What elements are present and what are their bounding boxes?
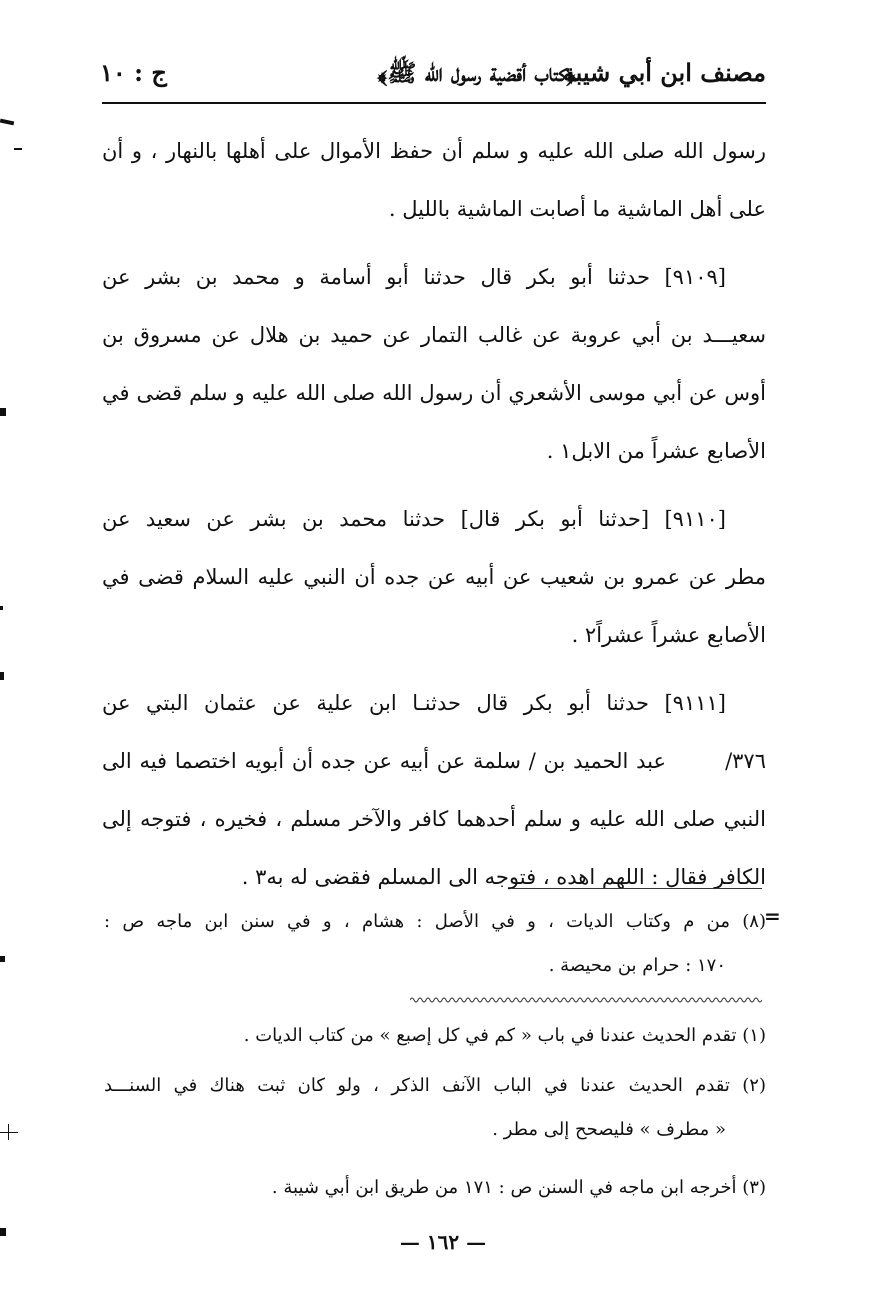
footnote-line: (٣) أخرجه ابن ماجه في السنن ص : ١٧١ من طريق ابن أبي شيبة . — [271, 1177, 766, 1198]
page-number: — ١٦٢ — — [399, 1230, 487, 1254]
hadith-9110-line: [٩١١٠] [حدثنا أبو بكر قال] حدثنا محمد بن بشر عن سعيد عن — [102, 507, 726, 531]
volume-number: ج : ١٠ — [100, 58, 167, 87]
text-line: الأصابع عشراً عشراً٢ . — [571, 623, 766, 647]
scan-mark — [0, 1228, 6, 1236]
chapter-title: ﴿كتاب أقضية رسول الله ﷺ﴾ — [377, 58, 576, 87]
text-line: مطر عن عمرو بن شعيب عن أبيه عن جده أن النبي عليه السلام قضى في — [102, 565, 766, 589]
scan-mark — [0, 1132, 18, 1133]
hadith-9111-line: [٩١١١] حدثنا أبو بكر قال حدثنـا ابن علية عن عثمان البتي عن — [102, 691, 726, 715]
text-line: الأصابع عشراً من الابل١ . — [546, 439, 766, 463]
footnote-8 — [104, 900, 766, 988]
scan-mark — [0, 408, 6, 416]
footnote-line: « مطرف » فليصحح إلى مطر . — [492, 1119, 726, 1140]
scan-mark — [0, 956, 5, 962]
footnote-line: (٨) من م وكتاب الديات ، و في الأصل : هشام ، و في سنن ابن ماجه ص : — [104, 911, 766, 932]
scan-mark — [0, 119, 14, 126]
text-line — [102, 732, 766, 790]
continuation-marker: = — [764, 904, 781, 928]
text-line: سعيـــد بن أبي عروبة عن غالب التمار عن حميد بن هلال عن مسروق بن — [102, 323, 766, 347]
wavy-separator — [410, 996, 762, 1004]
hadith-9109-line: [٩١٠٩] حدثنا أبو بكر قال حدثنا أبو أسامة و محمد بن بشر عن — [102, 265, 726, 289]
main-text — [102, 122, 766, 906]
manuscript-folio-marker: ٣٧٦/ — [725, 749, 766, 773]
text-line: أوس عن أبي موسى الأشعري أن رسول الله صلى الله عليه و سلم قضى في — [102, 381, 766, 405]
scan-mark — [8, 1124, 9, 1140]
text-line: رسول الله صلى الله عليه و سلم أن حفظ الأموال على أهلها بالنهار ، و أن — [102, 139, 766, 163]
text-line: النبي صلى الله عليه و سلم أحدهما كافر والآخر مسلم ، فخيره ، فتوجه إلى — [102, 807, 766, 831]
header-rule — [102, 102, 766, 104]
footnote-2 — [104, 1064, 766, 1152]
footnote-line: ١٧٠ : حرام بن محيصة . — [548, 955, 726, 976]
scan-mark — [14, 148, 22, 150]
running-header — [100, 58, 766, 98]
footnote-line: (٢) تقدم الحديث عندنا في الباب الآنف الذكر ، ولو كان ثبت هناك في السنـــد — [104, 1075, 766, 1096]
scan-mark — [0, 672, 4, 680]
footnote-1 — [104, 1014, 766, 1058]
text-line: الكافر فقال : اللهم اهده ، فتوجه الى المسلم فقضى له به٣ . — [241, 865, 766, 889]
footnote-line: (١) تقدم الحديث عندنا في باب « كم في كل إصبع » من كتاب الديات . — [243, 1025, 766, 1046]
footnote-rule — [512, 888, 762, 889]
text-segment: عبد الحميد بن / سلمة عن أبيه عن جده أن أبويه اختصما فيه الى — [102, 749, 666, 773]
footnote-3 — [104, 1166, 766, 1210]
book-title: مصنف ابن أبي شيبة — [562, 58, 766, 87]
scan-mark — [0, 606, 3, 610]
text-line: على أهل الماشية ما أصابت الماشية بالليل . — [388, 197, 766, 221]
